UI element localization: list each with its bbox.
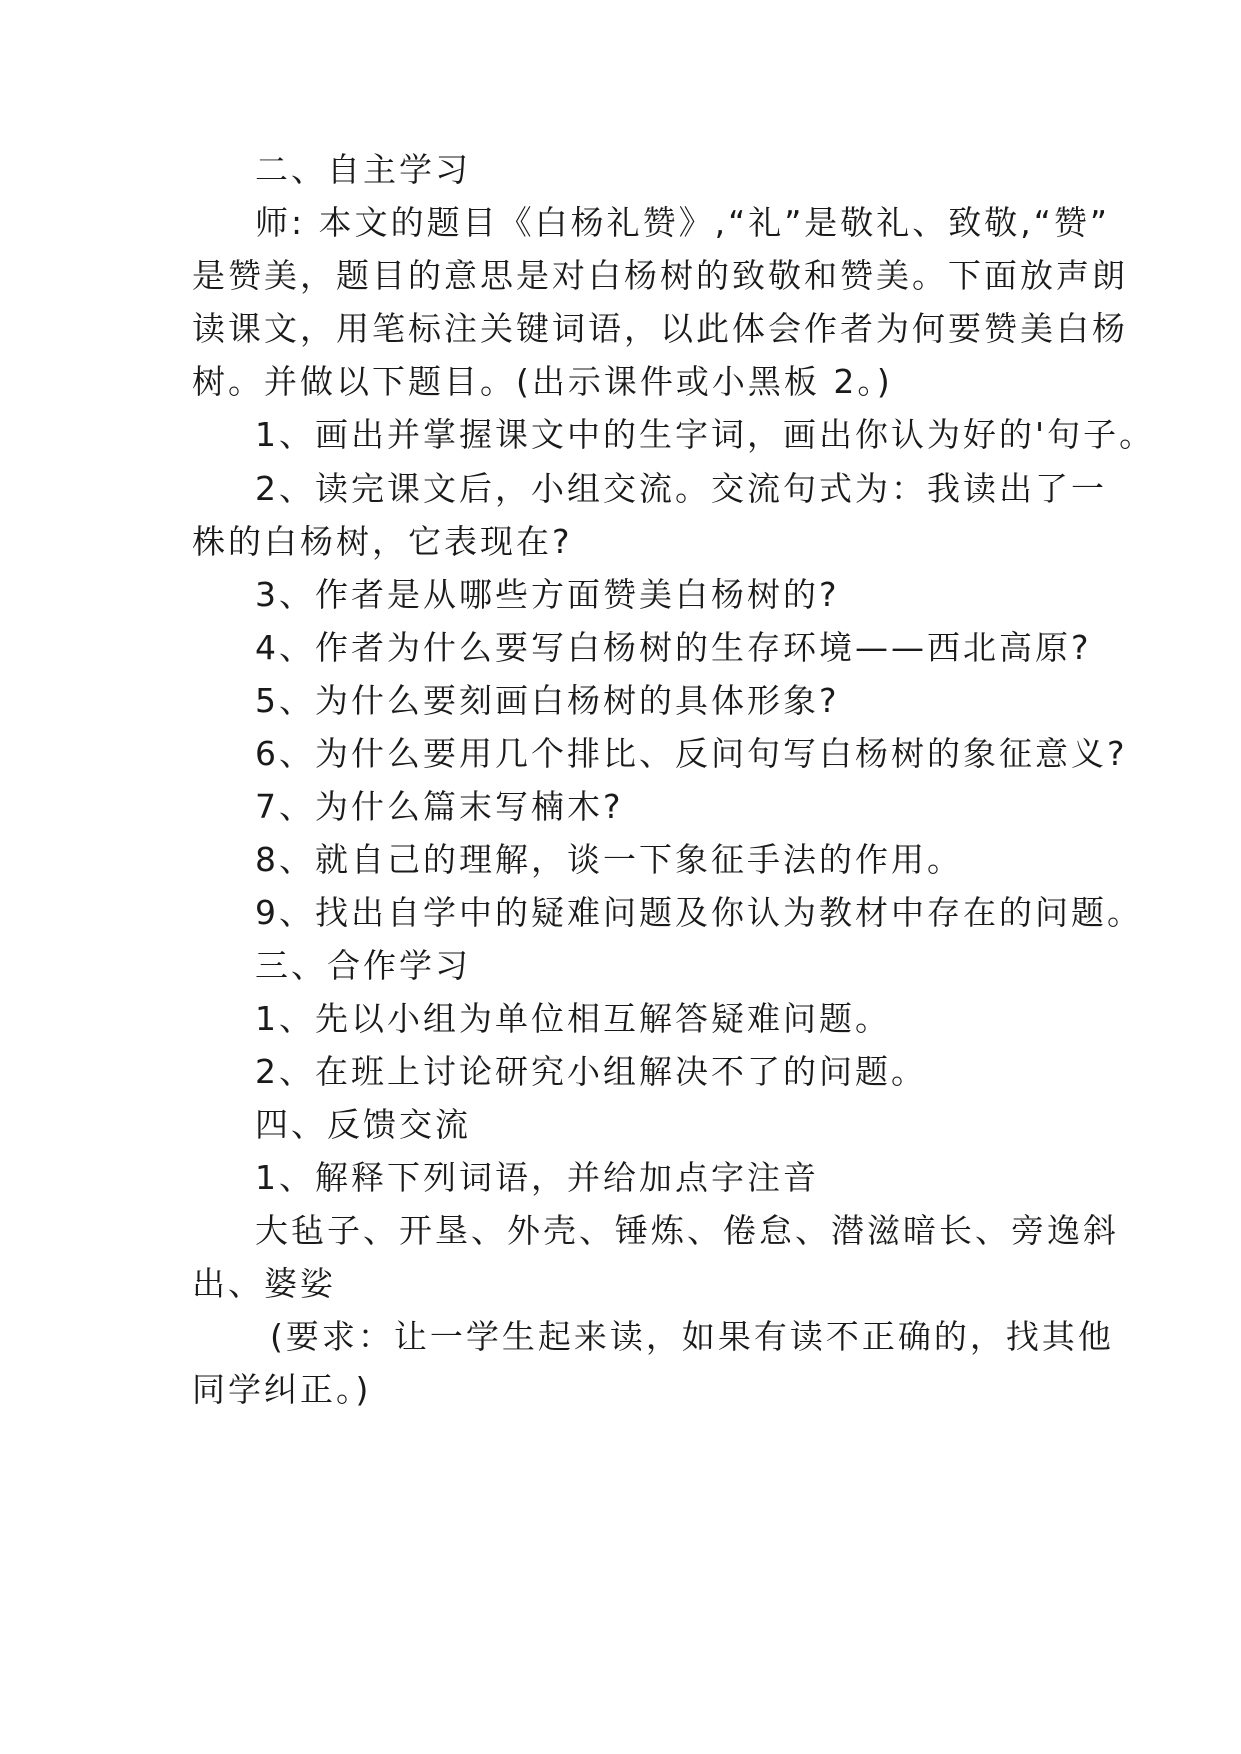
question-item-2: 2、读完课文后，小组交流。交流句式为：我读出了一 [255,469,1107,508]
question-item-1: 1、画出并掌握课文中的生字词，画出你认为好的'句子。 [255,415,1156,454]
vocabulary-list: 大毡子、开垦、外壳、锤炼、倦怠、潜滋暗长、旁逸斜 [255,1211,1119,1250]
section-heading-self-study: 二、自主学习 [255,150,471,189]
question-item-8: 8、就自己的理解，谈一下象征手法的作用。 [255,840,963,879]
requirement-note-continued: 同学纠正。) [192,1370,372,1409]
question-item-9: 9、找出自学中的疑难问题及你认为教材中存在的问题。 [255,893,1143,932]
question-item-6: 6、为什么要用几个排比、反问句写白杨树的象征意义? [255,734,1128,773]
paragraph-line: 师: 本文的题目《白杨礼赞》,“礼”是敬礼、致敬,“赞” [255,203,1110,242]
cooperative-item-1: 1、先以小组为单位相互解答疑难问题。 [255,999,891,1038]
question-item-3: 3、作者是从哪些方面赞美白杨树的? [255,575,840,614]
requirement-note: (要求：让一学生起来读，如果有读不正确的，找其他 [270,1317,1114,1356]
question-item-4: 4、作者为什么要写白杨树的生存环境——西北高原? [255,628,1092,667]
section-heading-feedback: 四、反馈交流 [255,1105,471,1144]
feedback-item-1: 1、解释下列词语，并给加点字注音 [255,1158,819,1197]
section-heading-cooperative: 三、合作学习 [255,946,471,985]
vocabulary-list-continued: 出、婆娑 [192,1264,336,1303]
paragraph-line: 读课文，用笔标注关键词语，以此体会作者为何要赞美白杨 [192,309,1128,348]
question-item-5: 5、为什么要刻画白杨树的具体形象? [255,681,840,720]
question-item-2-continued: 株的白杨树，它表现在? [192,522,573,561]
paragraph-line: 树。并做以下题目。(出示课件或小黑板 2。) [192,362,893,401]
paragraph-line: 是赞美，题目的意思是对白杨树的致敬和赞美。下面放声朗 [192,256,1128,295]
question-item-7: 7、为什么篇末写楠木? [255,787,624,826]
cooperative-item-2: 2、在班上讨论研究小组解决不了的问题。 [255,1052,927,1091]
